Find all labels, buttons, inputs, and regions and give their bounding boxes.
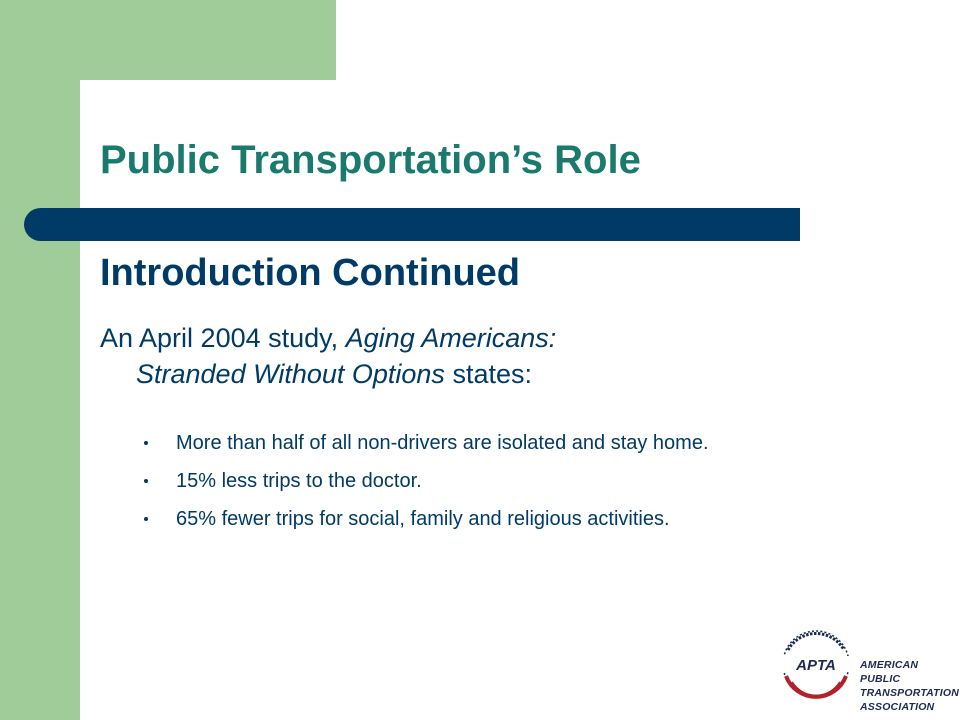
logo-mark-text: APTA <box>796 657 836 674</box>
bullet-item <box>140 466 940 504</box>
bullet-dot-icon <box>144 479 148 483</box>
study-title-part-2: Stranded Without Options <box>136 359 445 389</box>
bullet-dot-icon <box>144 517 148 521</box>
title-divider-bar <box>24 208 800 241</box>
slide-title: Public Transportation’s Role <box>100 138 641 182</box>
apta-logo <box>780 628 960 720</box>
bullet-dot-icon <box>144 441 148 445</box>
bullet-item <box>140 504 940 542</box>
study-title-part-1: Aging Americans: <box>345 323 557 353</box>
intro-trail: states: <box>444 359 532 389</box>
apta-globe-icon <box>780 628 852 700</box>
bullet-text: 65% fewer trips for social, family and religious activities. <box>176 508 670 530</box>
logo-line: PUBLIC <box>860 673 901 685</box>
bullet-list <box>140 428 940 542</box>
logo-line: ASSOCIATION <box>860 701 935 713</box>
slide-subtitle: Introduction Continued <box>100 252 521 294</box>
bullet-text: 15% less trips to the doctor. <box>176 470 422 492</box>
logo-line: AMERICAN <box>860 659 919 671</box>
top-green-block <box>80 0 336 80</box>
logo-line: TRANSPORTATION <box>860 687 960 699</box>
logo-wordmark <box>860 658 959 714</box>
bullet-text: More than half of all non-drivers are isolated and stay home. <box>176 432 709 454</box>
intro-paragraph <box>100 320 800 392</box>
left-green-bar <box>0 0 80 720</box>
bullet-item <box>140 428 940 466</box>
intro-lead: An April 2004 study, <box>100 323 346 353</box>
intro-continuation <box>100 356 800 392</box>
